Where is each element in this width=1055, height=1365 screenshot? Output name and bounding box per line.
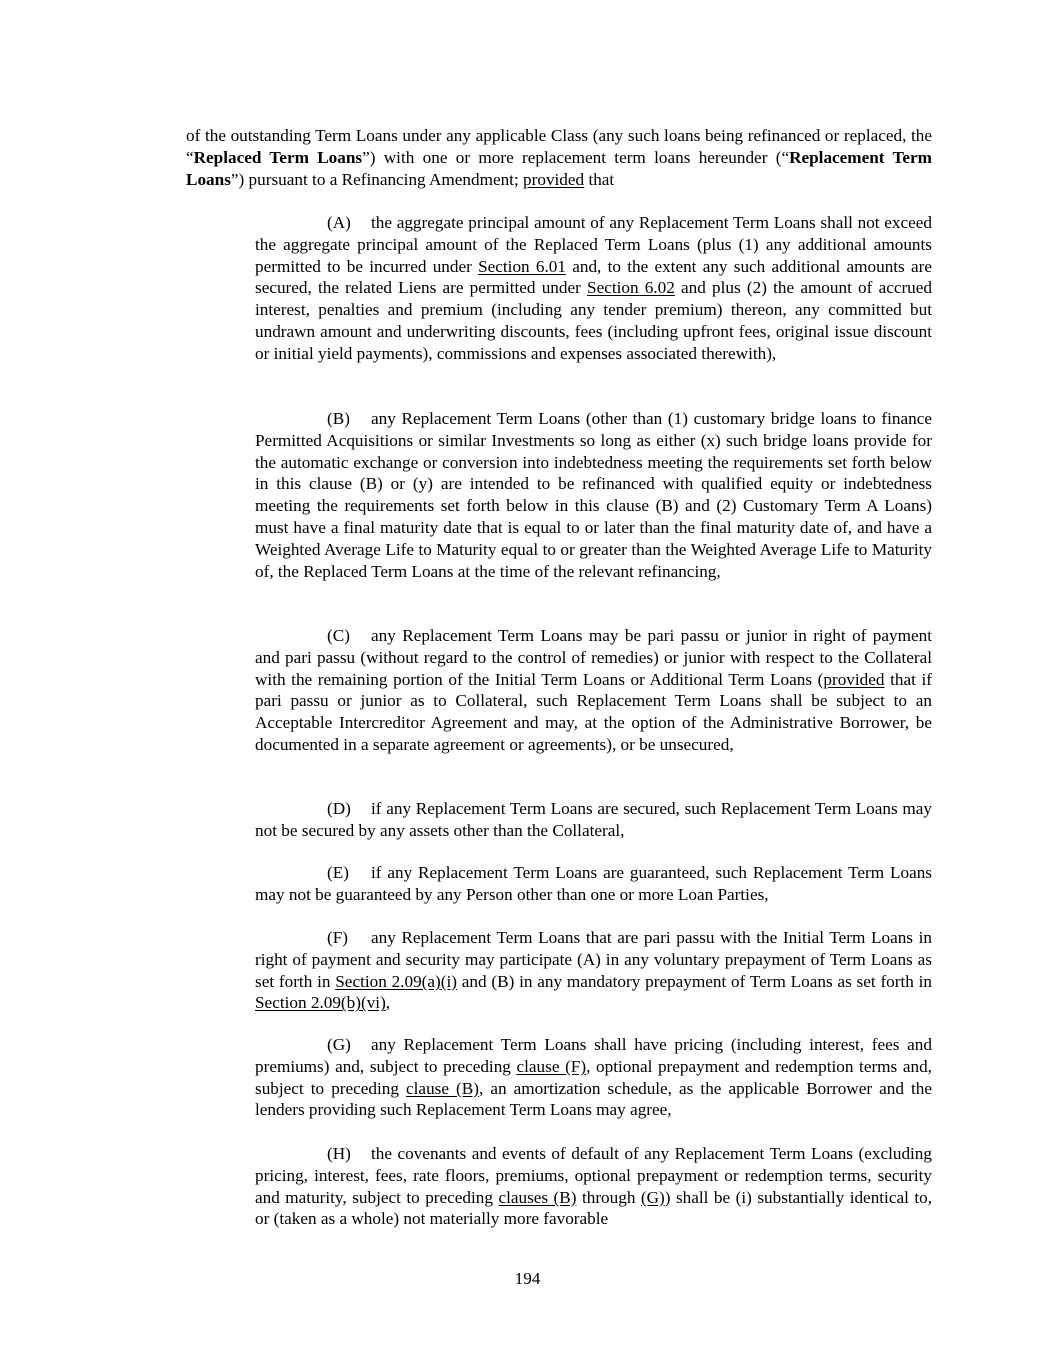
clause-text: the covenants and events of default of any Replacement Term Loans (excluding pricing, interest, fees, rate floors, premiums, optional prepayment or redemption terms, security and maturity, subject to preceding xyxy=(255,1144,932,1207)
provided-term: provided xyxy=(823,669,885,689)
clause-d xyxy=(255,798,932,842)
clause-a xyxy=(255,212,932,365)
clause-reference: (G) xyxy=(640,1187,665,1207)
clause-reference: clause (B) xyxy=(406,1078,479,1098)
clause-label: (G) xyxy=(327,1035,351,1054)
clause-text: any Replacement Term Loans that are pari passu with the Initial Term Loans in right of payment and security may participate (A) in any voluntary prepayment of Term Loans as set forth in xyxy=(255,928,932,991)
section-reference: Section 2.09(a)(i) xyxy=(335,971,457,991)
clause-text: if any Replacement Term Loans are guaranteed, such Replacement Term Loans may not be guaranteed by any Person other than one or more Loan Parties, xyxy=(255,863,932,904)
clause-text: if any Replacement Term Loans are secured, such Replacement Term Loans may not be secured by any assets other than the Collateral, xyxy=(255,799,932,840)
intro-text-1: of the outstanding Term Loans under any applicable Class (any such loans being refinanced or replaced, the “ xyxy=(186,126,932,167)
clause-reference: clause (F) xyxy=(516,1056,587,1076)
section-reference: Section 2.09(b)(vi) xyxy=(255,993,386,1013)
clause-label: (E) xyxy=(327,863,349,882)
clause-e xyxy=(255,862,932,906)
clause-label: (A) xyxy=(327,213,351,232)
clause-text: , xyxy=(385,993,391,1013)
clause-b xyxy=(255,408,932,582)
clause-g xyxy=(255,1034,932,1121)
clause-text: any Replacement Term Loans (other than (1) customary bridge loans to finance Permitted Acquisitions or similar Investments so long as either (x) such bridge loans provide for the automatic exchange or conversion into indebtedness meeting the requirements set forth below in this clause (B) or (y) are intended to be refinanced with qualified equity or indebtedness meeting the requirements set forth below in this clause (B) and (2) Customary Term A Loans) must have a final maturity date that is equal to or later than the final maturity date of, and have a Weighted Average Life to Maturity equal to or greater than the Weighted Average Life to Maturity of, the Replaced Term Loans at the time of the relevant refinancing, xyxy=(255,409,932,581)
clause-c xyxy=(255,625,932,756)
defined-term-replacement-term-loans: Replacement Term Loans xyxy=(186,147,932,189)
clause-label: (F) xyxy=(327,928,349,947)
clause-text: ) shall be (i) substantially identical to, or (taken as a whole) not materially more favorable xyxy=(255,1187,933,1229)
intro-paragraph xyxy=(186,125,932,190)
clause-label: (C) xyxy=(327,626,350,645)
clause-text: through xyxy=(576,1187,641,1207)
clause-label: (H) xyxy=(327,1144,351,1163)
section-reference: Section 6.01 xyxy=(478,256,566,276)
section-reference: Section 6.02 xyxy=(587,278,675,298)
intro-text-3: ”) pursuant to a Refinancing Amendment; xyxy=(230,169,524,189)
clause-h xyxy=(255,1143,932,1230)
clause-text: any Replacement Term Loans may be pari passu or junior in right of payment and pari passu (without regard to the control of remedies) or junior with respect to the Collateral with the remaining portion of the Initial Term Loans or Additional Term Loans ( xyxy=(255,626,932,689)
intro-text-2: ”) with one or more replacement term loans hereunder (“ xyxy=(362,147,790,167)
clause-text: the aggregate principal amount of any Replacement Term Loans shall not exceed the aggregate principal amount of the Replaced Term Loans (plus (1) any additional amounts permitted to be incurred under xyxy=(255,213,932,276)
page-number: 194 xyxy=(514,1269,541,1288)
clause-reference: clauses (B) xyxy=(498,1187,577,1207)
defined-term-replaced-term-loans: Replaced Term Loans xyxy=(193,147,363,167)
clause-text: and, to the extent any such additional amounts are secured, the related Liens are permitted under xyxy=(255,256,932,298)
clause-label: (B) xyxy=(327,409,350,428)
intro-text-4: that xyxy=(584,169,615,189)
clause-text: that if pari passu or junior as to Collateral, such Replacement Term Loans shall be subject to an Acceptable Intercreditor Agreement and may, at the option of the Administrative Borrower, be documented in a separate agreement or agreements), or be unsecured, xyxy=(255,669,932,754)
clause-text: , an amortization schedule, as the applicable Borrower and the lenders providing such Replacement Term Loans may agree, xyxy=(255,1078,933,1120)
provided-term: provided xyxy=(523,169,585,189)
clause-f xyxy=(255,927,932,1014)
clause-label: (D) xyxy=(327,799,351,818)
clause-text: and plus (2) the amount of accrued interest, penalties and premium (including any tender premium) thereon, any committed but undrawn amount and underwriting discounts, fees (including upfront fees, original issue discount or initial yield payments), commissions and expenses associated therewith), xyxy=(255,278,932,363)
clause-text: and (B) in any mandatory prepayment of Term Loans as set forth in xyxy=(456,971,933,991)
clause-text: any Replacement Term Loans shall have pricing (including interest, fees and premiums) and, subject to preceding xyxy=(255,1035,932,1076)
clause-text: , optional prepayment and redemption terms and, subject to preceding xyxy=(255,1056,932,1098)
